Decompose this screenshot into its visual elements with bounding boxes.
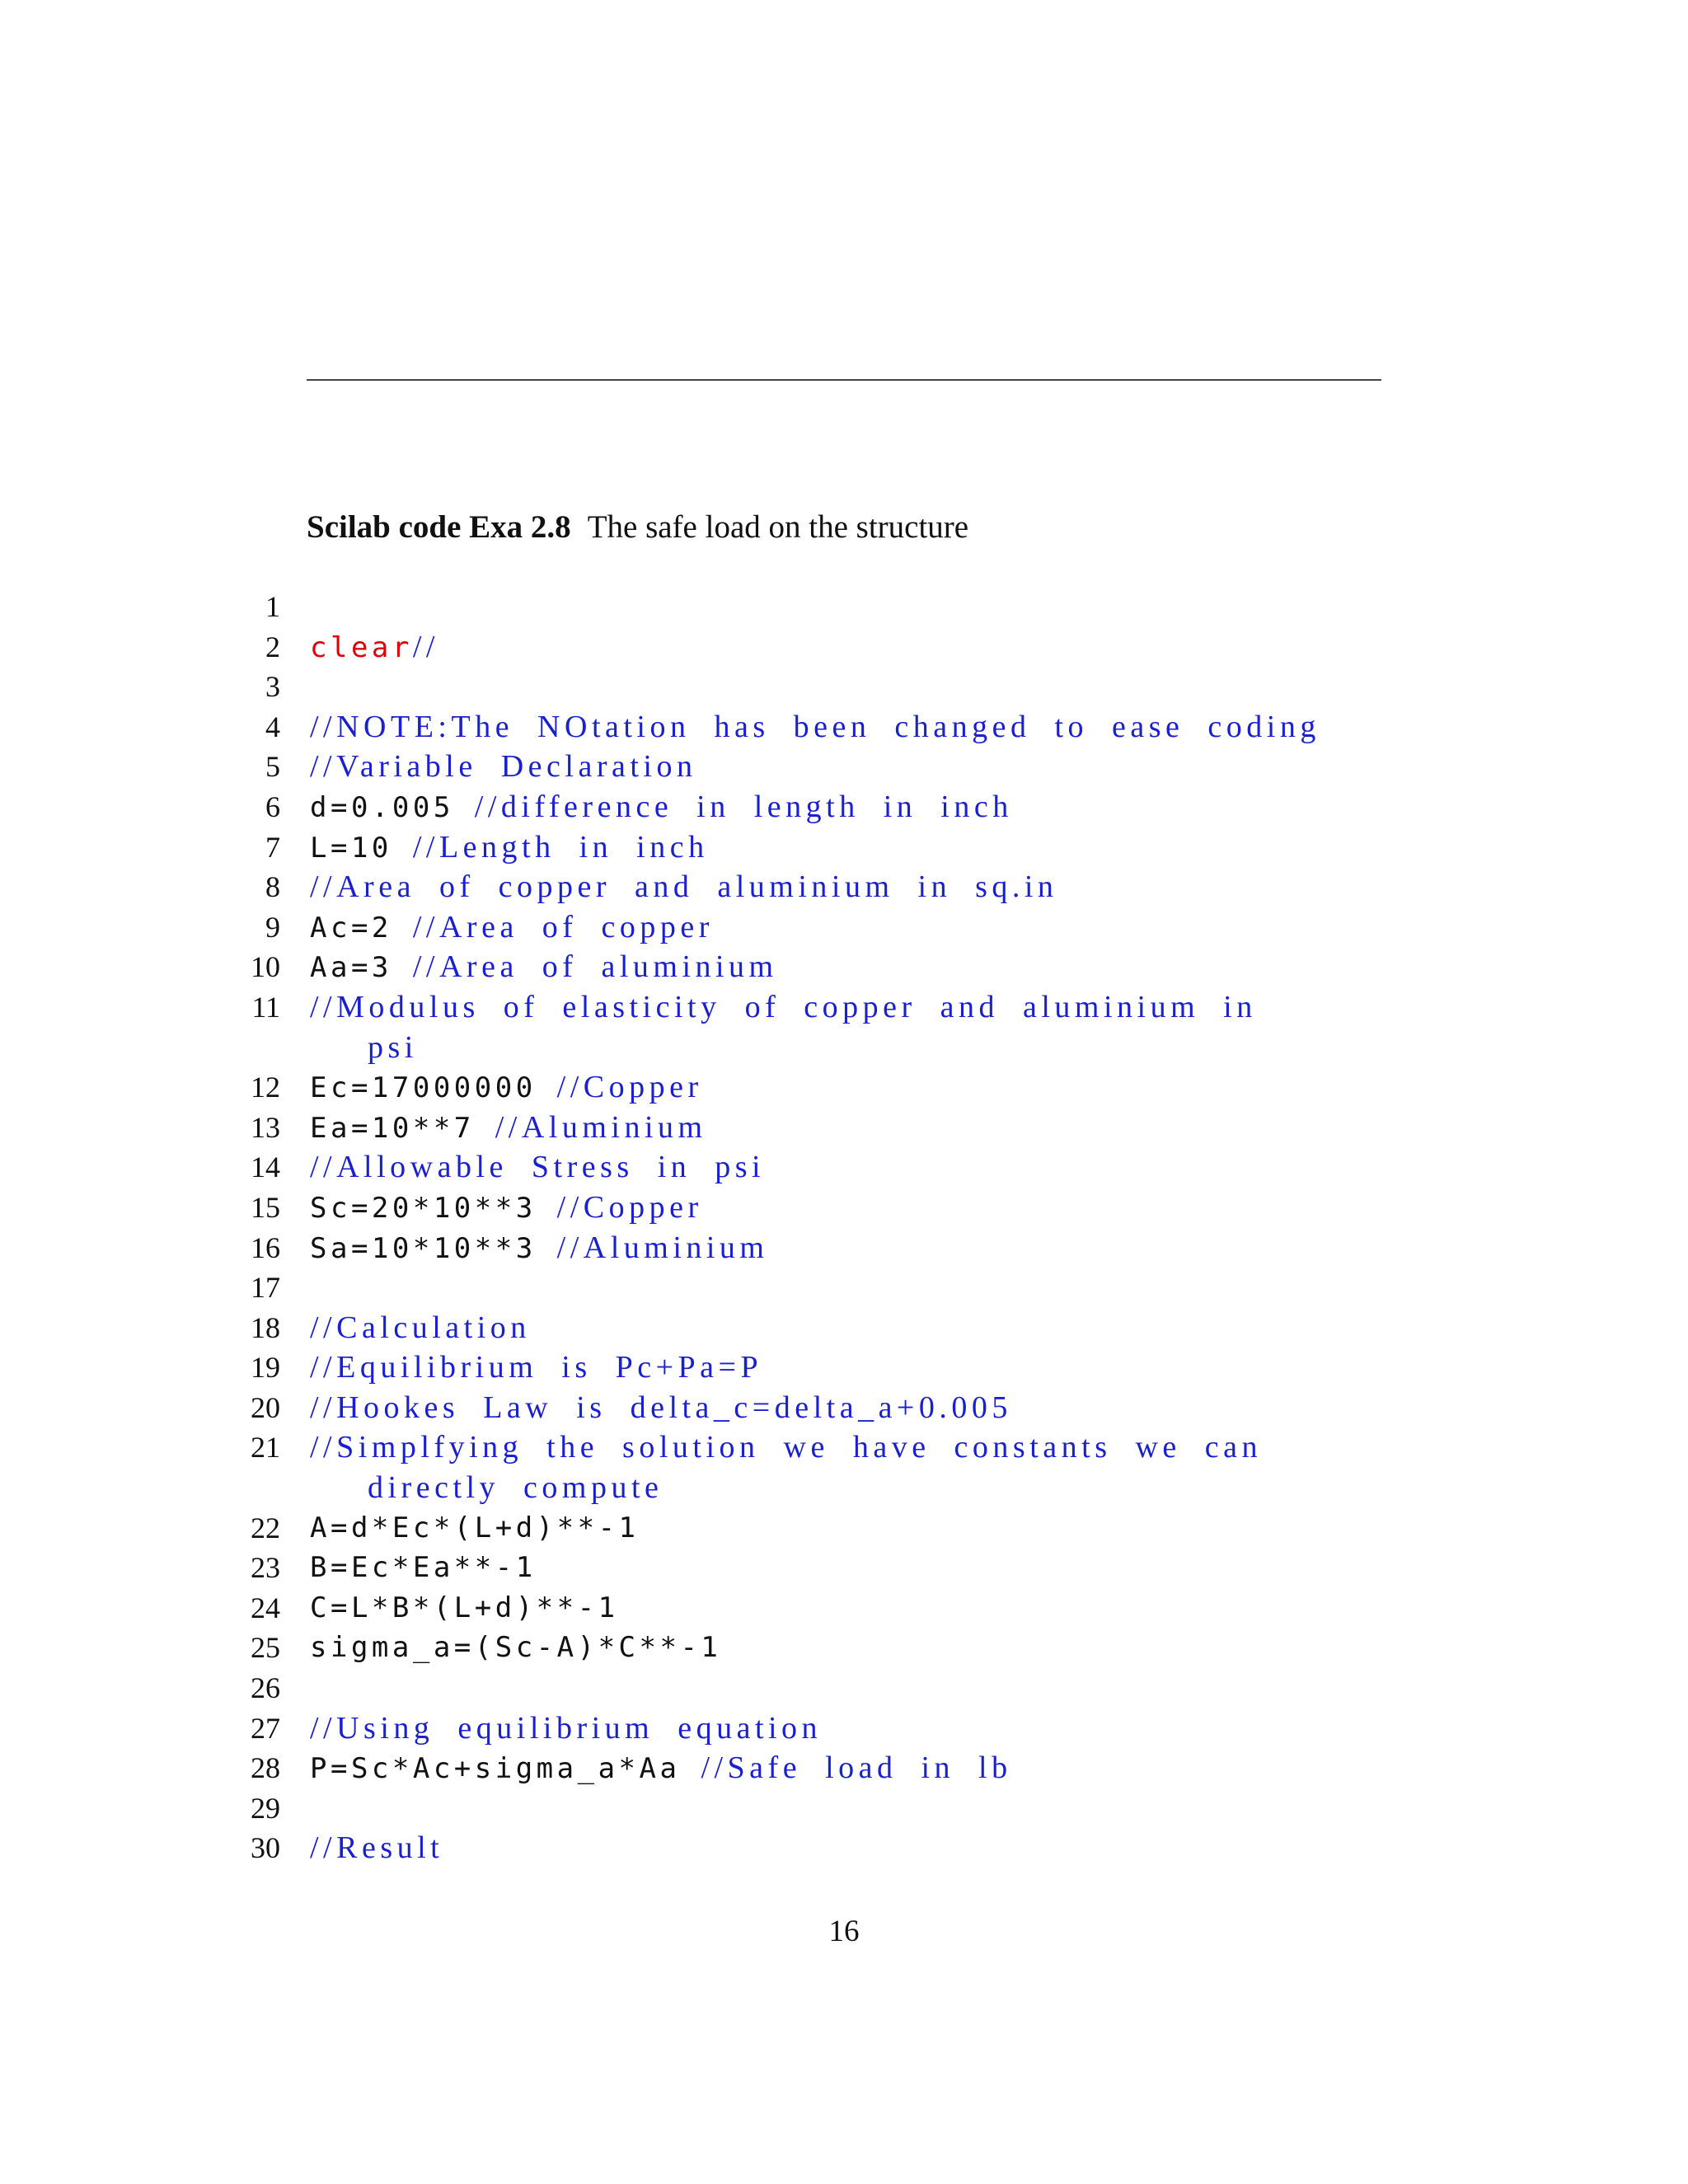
line-number: 17 <box>251 1271 280 1305</box>
code-token: C=L*B*(L+d)**-1 <box>310 1591 619 1624</box>
code-token: A=d*Ec*(L+d)**-1 <box>310 1511 640 1544</box>
comment-token: //Area of copper and aluminium in sq.in <box>310 869 1058 905</box>
code-line <box>231 747 1401 787</box>
horizontal-rule <box>307 379 1381 381</box>
code-token: Ec=17000000 <box>310 1071 557 1105</box>
code-line <box>231 627 1401 668</box>
line-number: 7 <box>265 830 280 864</box>
code-token: Ea=10**7 <box>310 1111 495 1145</box>
code-line <box>231 1668 1401 1708</box>
line-number: 8 <box>265 870 280 904</box>
line-content <box>310 1588 619 1634</box>
code-line <box>231 867 1401 907</box>
code-token: d=0.005 <box>310 790 475 824</box>
line-number: 9 <box>265 910 280 944</box>
line-number: 12 <box>251 1071 280 1104</box>
line-number: 3 <box>265 670 280 704</box>
line-number: 18 <box>251 1310 280 1344</box>
line-number: 13 <box>251 1110 280 1144</box>
line-number: 14 <box>251 1151 280 1184</box>
comment-token: psi <box>368 1029 418 1065</box>
code-line <box>231 1108 1401 1148</box>
comment-token: //Length in inch <box>412 829 709 865</box>
line-number: 24 <box>251 1591 280 1624</box>
comment-token: //Allowable Stress in psi <box>310 1150 766 1185</box>
line-number: 15 <box>251 1190 280 1224</box>
line-number: 28 <box>251 1751 280 1785</box>
code-line <box>231 947 1401 987</box>
line-number: 22 <box>251 1511 280 1544</box>
comment-token: //Area of aluminium <box>412 949 778 985</box>
code-token: sigma_a=(Sc-A)*C**-1 <box>310 1631 722 1665</box>
comment-token: //Simplfying the solution we have constants we can <box>310 1430 1263 1465</box>
code-listing <box>231 587 1401 1868</box>
comment-token: //Aluminium <box>556 1230 769 1265</box>
comment-token: //Calculation <box>310 1310 531 1345</box>
code-line <box>231 667 1401 707</box>
code-line <box>231 587 1401 627</box>
code-line <box>231 1788 1401 1829</box>
line-number: 26 <box>251 1671 280 1705</box>
code-line <box>231 1628 1401 1668</box>
line-number: 1 <box>265 590 280 623</box>
code-line <box>231 787 1401 827</box>
code-token: L=10 <box>310 831 413 865</box>
line-number: 10 <box>251 950 280 984</box>
code-line <box>231 1828 1401 1868</box>
code-line <box>231 1748 1401 1788</box>
code-caption <box>307 504 968 551</box>
comment-token: //NOTE:The NOtation has been changed to ease coding <box>310 709 1320 744</box>
code-line <box>231 1228 1401 1268</box>
line-number: 2 <box>265 630 280 663</box>
comment-token: //Safe load in lb <box>701 1750 1012 1786</box>
comment-token: //Copper <box>556 1189 703 1225</box>
line-content <box>310 1828 443 1875</box>
comment-token: //difference in length in inch <box>474 789 1013 824</box>
line-content <box>310 1548 537 1594</box>
line-number: 25 <box>251 1631 280 1665</box>
comment-token: //Variable Declaration <box>310 749 697 785</box>
line-number: 21 <box>251 1431 280 1465</box>
line-number: 6 <box>265 790 280 823</box>
code-line <box>231 707 1401 748</box>
line-number: 4 <box>265 710 280 743</box>
comment-token: directly compute <box>368 1470 663 1506</box>
code-line <box>231 987 1401 1067</box>
code-line <box>231 1708 1401 1749</box>
code-line <box>231 1588 1401 1629</box>
code-line <box>231 907 1401 948</box>
code-line <box>231 1308 1401 1348</box>
comment-token: //Copper <box>556 1070 703 1105</box>
code-line <box>231 1147 1401 1188</box>
keyword-token: clear <box>310 630 413 664</box>
line-number: 27 <box>251 1711 280 1745</box>
code-line <box>231 1067 1401 1108</box>
code-token: B=Ec*Ea**-1 <box>310 1551 537 1585</box>
code-line <box>231 1427 1401 1507</box>
line-content <box>310 1508 640 1554</box>
code-line <box>231 1347 1401 1388</box>
comment-token: //Equilibrium is Pc+Pa=P <box>310 1350 763 1385</box>
page-number: 16 <box>828 1915 860 1948</box>
line-number: 5 <box>265 750 280 784</box>
caption-text: The safe load on the structure <box>587 509 969 545</box>
code-token: Sc=20*10**3 <box>310 1191 557 1225</box>
code-token: Sa=10*10**3 <box>310 1231 557 1265</box>
line-number: 16 <box>251 1230 280 1264</box>
comment-token: //Hookes Law is delta_c=delta_a+0.005 <box>310 1390 1012 1425</box>
line-number: 30 <box>251 1831 280 1865</box>
code-token: Ac=2 <box>310 911 413 944</box>
code-token: P=Sc*Ac+sigma_a*Aa <box>310 1752 701 1786</box>
line-number: 20 <box>251 1390 280 1424</box>
line-number: 29 <box>251 1791 280 1825</box>
code-line <box>231 1388 1401 1428</box>
line-content <box>310 987 1257 1034</box>
comment-token: //Using equilibrium equation <box>310 1710 823 1746</box>
comment-token: //Result <box>310 1830 444 1866</box>
code-token: Aa=3 <box>310 951 413 985</box>
comment-token: // <box>412 629 439 664</box>
code-line <box>231 1268 1401 1308</box>
code-line <box>231 1508 1401 1549</box>
code-line <box>231 1548 1401 1588</box>
code-line <box>231 827 1401 868</box>
comment-token: //Modulus of elasticity of copper and aluminium in <box>310 989 1257 1024</box>
line-number: 23 <box>251 1551 280 1585</box>
caption-label: Scilab code Exa 2.8 <box>307 509 571 545</box>
line-content <box>310 1628 721 1674</box>
line-number: 11 <box>251 990 280 1024</box>
comment-token: //Aluminium <box>495 1109 707 1145</box>
code-line <box>231 1188 1401 1228</box>
line-number: 19 <box>251 1351 280 1385</box>
comment-token: //Area of copper <box>412 909 714 944</box>
